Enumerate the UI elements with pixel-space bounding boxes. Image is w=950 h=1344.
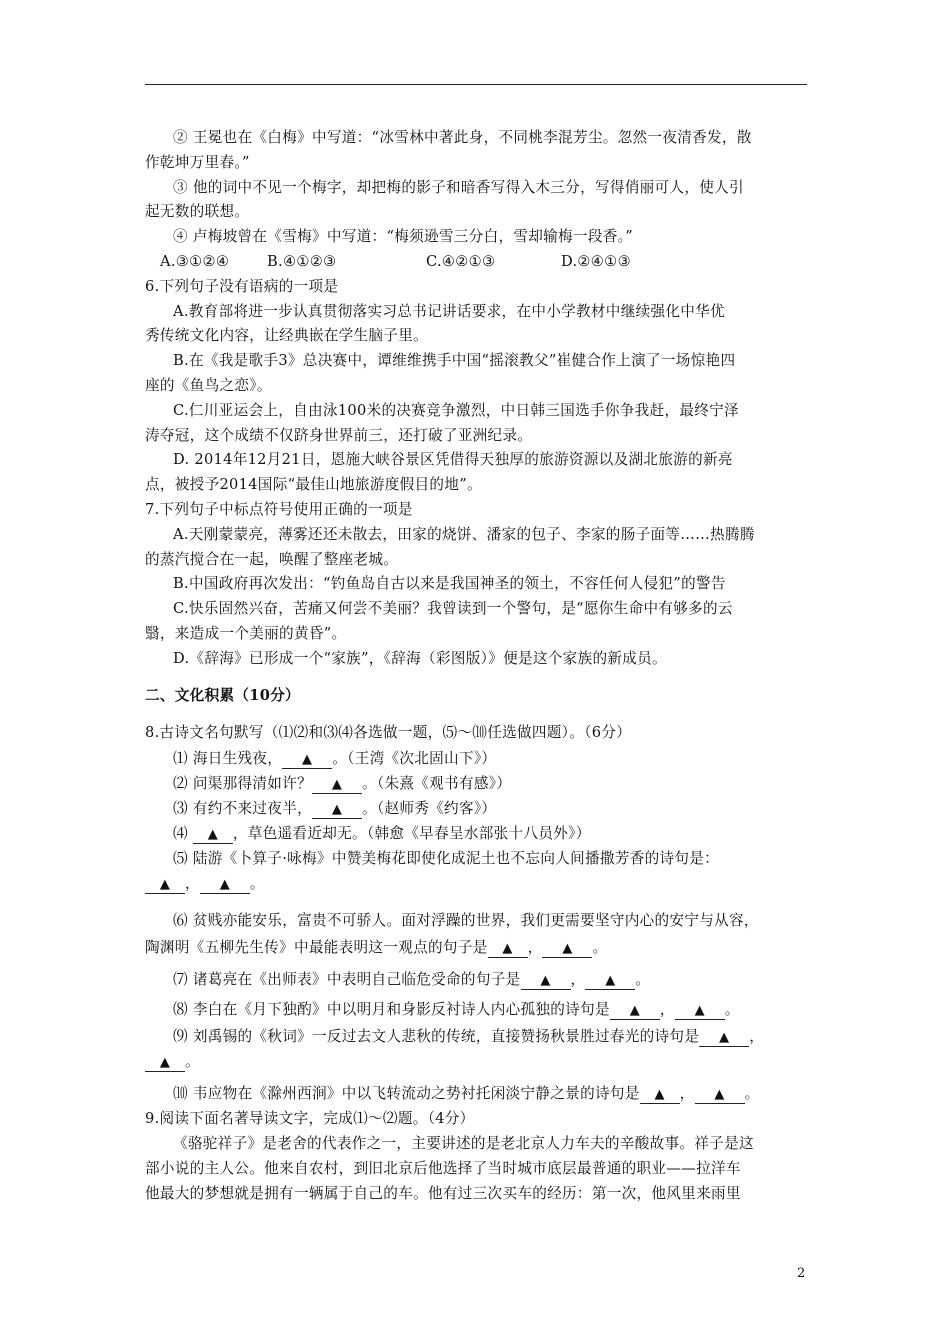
question-7: 7.下列句子中标点符号使用正确的一项是 bbox=[145, 501, 413, 518]
text-line: 起无数的联想。 bbox=[145, 203, 250, 220]
text-line: C.快乐固然兴奋，苦痛又何尝不美丽？我曾读到一个警句，是“愿你生命中有够多的云 bbox=[173, 600, 733, 617]
text-line: C.仁川亚运会上，自由泳100米的决赛竞争激烈，中日韩三国选手你争我赶，最终宁泽 bbox=[173, 402, 739, 419]
answer-blank[interactable] bbox=[282, 750, 332, 769]
blank-triangle-icon: ▲ bbox=[714, 1087, 725, 1102]
text-line: 秀传统文化内容，让经典嵌在学生脑子里。 bbox=[145, 327, 428, 344]
answer-blank[interactable] bbox=[145, 875, 185, 894]
text-line: 他最大的梦想就是拥有一辆属于自己的车。他有过三次买车的经历：第一次，他风里来雨里 bbox=[145, 1185, 741, 1202]
answer-blank[interactable] bbox=[488, 939, 528, 958]
question-6: 6.下列句子没有语病的一项是 bbox=[145, 278, 339, 295]
blank-triangle-icon: ▲ bbox=[502, 941, 513, 956]
q8-item-5: ⑸ 陆游《卜算子·咏梅》中赞美梅花即使化成泥土也不忘向人间播撒芳香的诗句是： bbox=[173, 850, 720, 867]
blank-triangle-icon: ▲ bbox=[302, 752, 313, 767]
text-line: 翳，来造成一个美丽的黄昏”。 bbox=[145, 625, 347, 642]
blank-triangle-icon: ▲ bbox=[694, 1003, 705, 1018]
answer-blank[interactable] bbox=[521, 971, 571, 990]
answer-blank[interactable] bbox=[695, 1085, 745, 1104]
blank-triangle-icon: ▲ bbox=[719, 1030, 730, 1045]
answer-blank[interactable] bbox=[312, 800, 362, 819]
option-a: A.③①②④ bbox=[160, 253, 230, 270]
blank-triangle-icon: ▲ bbox=[540, 973, 551, 988]
blank-triangle-icon: ▲ bbox=[159, 1055, 171, 1070]
blank-triangle-icon: ▲ bbox=[219, 877, 231, 892]
answer-blank[interactable] bbox=[145, 1053, 185, 1072]
text-line: D. 2014年12月21日，恩施大峡谷景区凭借得天独厚的旅游资源以及湖北旅游的新亮 bbox=[173, 451, 733, 468]
q8-item-6-cont: 陶渊明《五柳先生传》中最能表明这一观点的句子是 ▲ ， ▲ 。 bbox=[145, 939, 608, 956]
q8-item-2: ⑵ 问渠那得清如许？ ▲ 。（朱熹《观书有感》） bbox=[173, 775, 512, 792]
answer-blank[interactable] bbox=[200, 875, 250, 894]
q5-options bbox=[160, 252, 631, 272]
text-line: B.中国政府再次发出：“钓鱼岛自古以来是我国神圣的领土，不容任何人侵犯”的警告 bbox=[173, 575, 726, 592]
q8-item-5-answers: ▲ ， ▲ 。 bbox=[145, 874, 265, 894]
header-rule bbox=[145, 84, 807, 85]
blank-triangle-icon: ▲ bbox=[629, 1003, 641, 1018]
answer-blank[interactable] bbox=[193, 825, 233, 844]
answer-blank[interactable] bbox=[610, 1001, 660, 1020]
section-heading: 二、文化积累（10分） bbox=[145, 687, 300, 704]
q8-item-7: ⑺ 诸葛亮在《出师表》中表明自己临危受命的句子是 ▲ ， ▲ 。 bbox=[173, 971, 651, 988]
q8-item-4: ⑷ ▲ ，草色遥看近却无。（韩愈《早春呈水部张十八员外》） bbox=[173, 825, 591, 842]
q8-item-9-cont: ▲ 。 bbox=[145, 1052, 200, 1072]
text-line: ③ 他的词中不见一个梅字，却把梅的影子和暗香写得入木三分，写得俏丽可人，使人引 bbox=[173, 179, 744, 196]
option-c: C.④②①③ bbox=[426, 253, 496, 270]
text-line: 点，被授予2014国际“最佳山地旅游度假目的地”。 bbox=[145, 476, 482, 493]
blank-triangle-icon: ▲ bbox=[159, 877, 171, 892]
text-line: 《骆驼祥子》是老舍的代表作之一，主要讲述的是老北京人力车夫的辛酸故事。祥子是这 bbox=[173, 1135, 754, 1152]
answer-blank[interactable] bbox=[675, 1001, 725, 1020]
answer-blank[interactable] bbox=[640, 1085, 680, 1104]
text-line: A.教育部将进一步认真贯彻落实习总书记讲话要求，在中小学教材中继续强化中华优 bbox=[173, 303, 725, 320]
text-line: D.《辞海》已形成一个“家族”，《辞海（彩图版）》便是这个家族的新成员。 bbox=[173, 650, 667, 667]
page-number: 2 bbox=[797, 1266, 806, 1281]
answer-blank[interactable] bbox=[542, 939, 592, 958]
q8-item-8: ⑻ 李白在《月下独酌》中以明月和身影反衬诗人内心孤独的诗句是 ▲ ， ▲ 。 bbox=[173, 1001, 740, 1018]
question-9: 9.阅读下面名著导读文字，完成⑴～⑵题。（4分） bbox=[145, 1110, 475, 1127]
blank-triangle-icon: ▲ bbox=[654, 1087, 665, 1102]
text-line: 座的《鱼鸟之恋》。 bbox=[145, 377, 272, 394]
text-line: A.天刚蒙蒙亮，薄雾还还未散去，田家的烧饼、潘家的包子、李家的肠子面等……热腾腾 bbox=[173, 526, 755, 543]
blank-triangle-icon: ▲ bbox=[605, 973, 616, 988]
answer-blank[interactable] bbox=[312, 775, 362, 794]
text-line: 的蒸汽搅合在一起，唤醒了整座老城。 bbox=[145, 551, 399, 568]
text-line: B.在《我是歌手3》总决赛中，谭维维携手中国“摇滚教父”崔健合作上演了一场惊艳四 bbox=[173, 352, 736, 369]
blank-triangle-icon: ▲ bbox=[331, 777, 343, 792]
blank-triangle-icon: ▲ bbox=[562, 941, 573, 956]
text-line: 作乾坤万里春。” bbox=[145, 154, 250, 171]
q8-item-1: ⑴ 海日生残夜， ▲ 。（王湾《次北固山下》） bbox=[173, 750, 497, 767]
text-line: ④ 卢梅坡曾在《雪梅》中写道：“梅须逊雪三分白，雪却输梅一段香。” bbox=[173, 228, 633, 245]
text-line: ② 王冕也在《白梅》中写道：“冰雪林中著此身，不同桃李混芳尘。忽然一夜清香发，散 bbox=[173, 129, 752, 146]
q8-item-9: ⑼ 刘禹锡的《秋词》一反过去文人悲秋的传统，直接赞扬秋景胜过春光的诗句是 ▲ ， bbox=[173, 1028, 765, 1045]
question-8: 8.古诗文名句默写（⑴⑵和⑶⑷各选做一题，⑸～⑽任选做四题）。（6分） bbox=[145, 724, 632, 741]
blank-triangle-icon: ▲ bbox=[331, 802, 343, 817]
answer-blank[interactable] bbox=[585, 971, 635, 990]
q8-item-10: ⑽ 韦应物在《滁州西涧》中以飞转流动之势衬托闲淡宁静之景的诗句是 ▲ ， ▲ 。 bbox=[173, 1085, 760, 1102]
text-line: 涛夺冠，这个成绩不仅跻身世界前三，还打破了亚洲纪录。 bbox=[145, 427, 533, 444]
option-d: D.②④①③ bbox=[561, 253, 631, 270]
blank-triangle-icon: ▲ bbox=[207, 827, 218, 842]
q8-item-6: ⑹ 贫贱亦能安乐，富贵不可骄人。面对浮躁的世界，我们更需要坚守内心的安宁与从容， bbox=[173, 912, 759, 929]
answer-blank[interactable] bbox=[699, 1028, 749, 1047]
option-b: B.④①②③ bbox=[267, 253, 337, 270]
q8-item-3: ⑶ 有约不来过夜半， ▲ 。（赵师秀《约客》） bbox=[173, 800, 497, 817]
text-line: 部小说的主人公。他来自农村，到旧北京后他选择了当时城市底层最普通的职业——拉洋车 bbox=[145, 1160, 741, 1177]
